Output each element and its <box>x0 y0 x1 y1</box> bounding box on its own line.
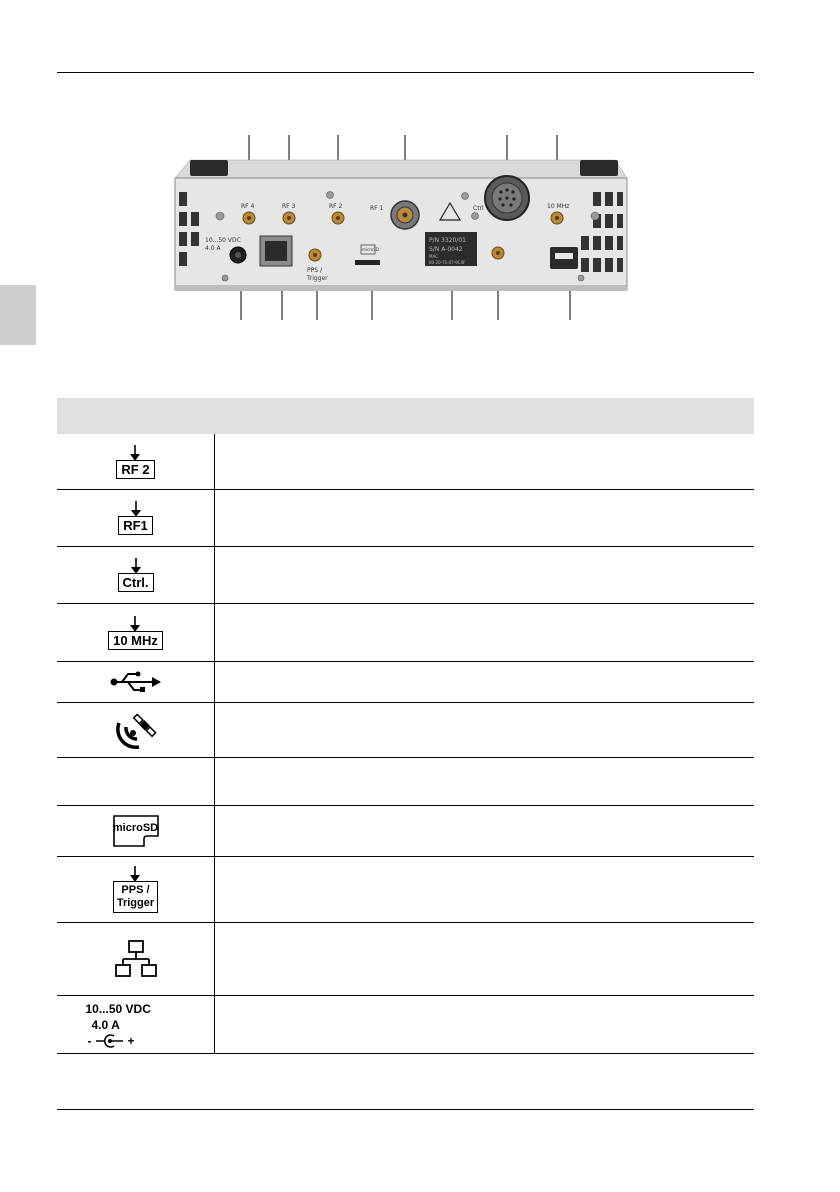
label-power-v: 10...50 VDC <box>205 237 241 244</box>
network-icon <box>57 923 214 995</box>
chapter-tab <box>0 285 36 345</box>
label-power-a: 4.0 A <box>205 245 221 252</box>
label-rf3: RF 3 <box>282 203 296 210</box>
ctrl-port-icon: Ctrl. <box>57 547 214 603</box>
usb-icon <box>57 662 214 702</box>
table-row <box>57 806 754 857</box>
rf2-port-icon: RF 2 <box>57 434 214 489</box>
table-row <box>57 996 754 1054</box>
table-row <box>57 490 754 547</box>
label-ctrl: Ctrl <box>473 205 484 212</box>
table-row <box>57 434 754 490</box>
gps-satellite-icon <box>57 703 214 757</box>
table-row <box>57 758 754 806</box>
dc-polarity-icon <box>96 1034 124 1048</box>
table-row <box>57 923 754 996</box>
label-mac: 00-20-71-07-9C4F <box>429 260 466 265</box>
table-row <box>57 547 754 604</box>
label-sd: microSD <box>362 247 379 252</box>
label-rf2: RF 2 <box>329 203 343 210</box>
device-rear-panel-photo <box>165 130 635 325</box>
table-header <box>57 398 754 434</box>
bottom-rule <box>57 1109 754 1110</box>
10mhz-port-icon: 10 MHz <box>57 604 214 661</box>
table-row <box>57 857 754 923</box>
pps-trigger-icon: PPS / Trigger <box>57 857 214 922</box>
top-rule <box>57 72 754 73</box>
table-row <box>57 604 754 662</box>
label-rf4: RF 4 <box>241 203 255 210</box>
power-icon: 10...50 VDC 4.0 A - + <box>85 1001 151 1048</box>
microsd-label: microSD <box>112 822 159 834</box>
label-sn: S/N A-0042 <box>429 246 463 253</box>
label-pps: PPS / <box>307 267 322 274</box>
label-10mhz: 10 MHz <box>547 203 570 210</box>
table-row <box>57 662 754 703</box>
label-mac-title: MAC <box>429 254 438 259</box>
table-row <box>57 703 754 758</box>
rf1-port-icon: RF1 <box>57 490 214 546</box>
microsd-icon <box>57 806 214 856</box>
label-rf1: RF 1 <box>370 205 384 212</box>
label-pn: P/N 3320/01 <box>429 237 466 244</box>
label-trigger: Trigger <box>307 275 328 282</box>
